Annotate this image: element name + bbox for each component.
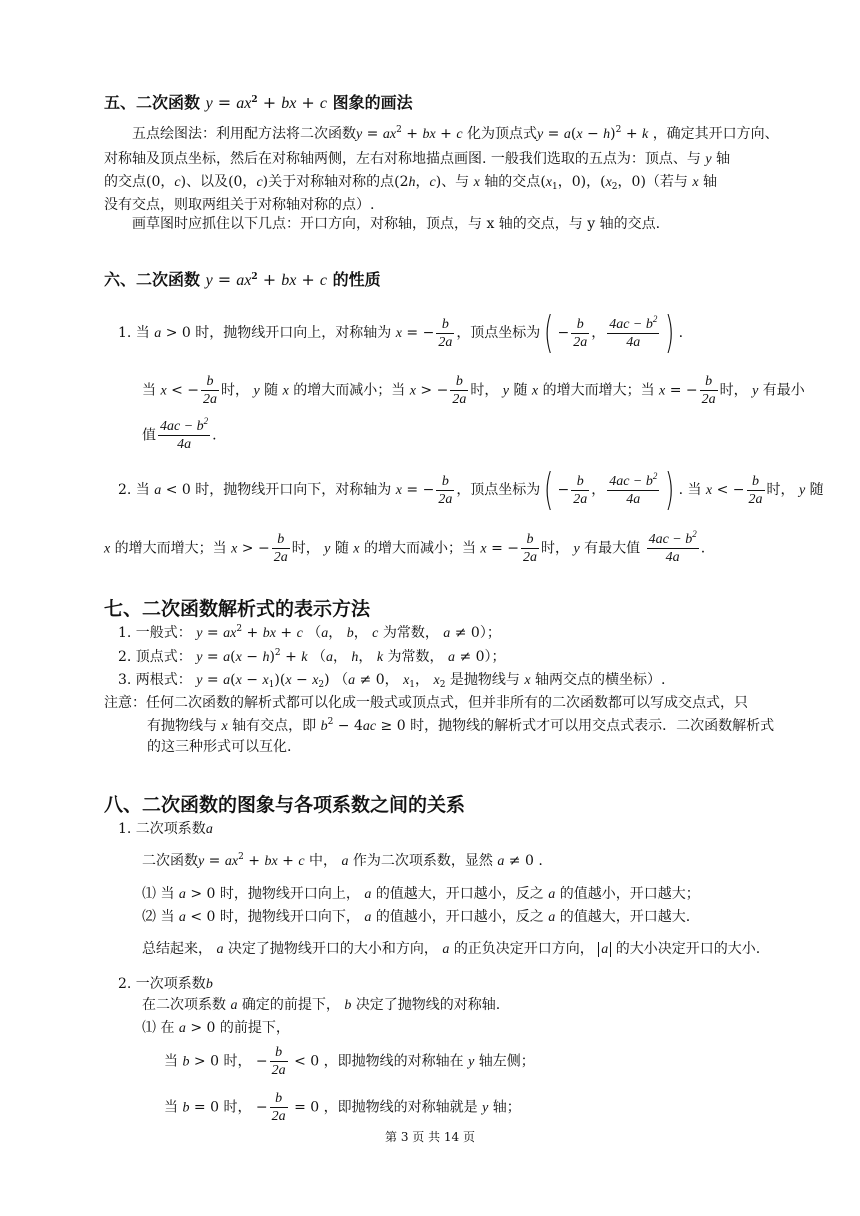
section-5-para-line: 的交点(0，c)、以及(0，c)关于对称轴对称的点(2h，c)、与 x 轴的交点($x_1$，0)，($x_2$，0)（若与 x 轴 (104, 174, 718, 192)
section-8-para-line: 在二次项系数 a 确定的前提下， b 决定了抛物线的对称轴. (142, 997, 501, 1013)
section-8-item-1: 1. 二次项系数a (118, 821, 213, 837)
section-8-item-2: 2. 一次项系数b (118, 976, 213, 992)
section-7-item-2: 2. 顶点式： $y = a(x - h)^2 + k$ （a， h， k 为常数， a ≠ 0）； (118, 648, 506, 665)
section-7-item-1: 1. 一般式： $y = ax^2$ + bx + c （a， b， c 为常数， a ≠ 0）； (118, 624, 501, 641)
section-8-para-line: 二次函数$y = ax^2$ + bx + c 中， a 作为二次项系数，显然 a ≠ 0 . (142, 852, 543, 869)
section-6-heading: 六、二次函数 $y = ax^2$ + bx + c 的性质 (104, 270, 381, 289)
section-7-note-line: 的这三种形式可以互化. (147, 739, 292, 755)
section-6-item-2: 2. 当 a < 0 时，抛物线开口向下，对称轴为 x = − $\frac{b}{2a}$ ，顶点坐标为( − $\frac{b}{2a}$ ， $\frac{4ac - b^2}{4a}$ ) . 当 x < − $\frac{b}{2a}$ 时， y 随 (118, 464, 824, 515)
section-5-para-line: 没有交点，则取两组关于对称轴对称的点）. (104, 197, 375, 213)
section-6-item-1: 1. 当 a > 0 时，抛物线开口向上，对称轴为 x = − $\frac{b}{2a}$ ，顶点坐标为( − $\frac{b}{2a}$ ， $\frac{4ac - b^2}{4a}$ ) . (118, 307, 684, 358)
section-7-note: 注意：任何二次函数的解析式都可以化成一般式或顶点式，但并非所有的二次函数都可以写成交点式，只 (104, 695, 748, 711)
section-7-heading: 七、二次函数解析式的表示方法 (104, 598, 371, 620)
section-5-para-line: 五点绘图法：利用配方法将二次函数$y = ax^2$ + bx + c 化为顶点式$y = a(x - h)^2 + k$ ，确定其开口方向、 (132, 125, 779, 142)
section-8-case-2: ⑵ 当 a < 0 时，抛物线开口向下， a 的值越小，开口越小，反之 a 的值越大，开口越大. (142, 909, 691, 925)
section-5-para-line: 对称轴及顶点坐标，然后在对称轴两侧，左右对称地描点画图. 一般我们选取的五点为：顶点、与 y 轴 (104, 151, 731, 167)
section-8-subcase: 当 b > 0 时， − $\frac{b}{2a}$ < 0 ，即抛物线的对称轴在 y 轴左侧； (164, 1045, 535, 1078)
section-7-item-3: 3. 两根式： $y = a(x - x_1)(x - x_2)$ （a ≠ 0， $x_1$， $x_2$ 是抛物线与 x 轴两交点的横坐标）. (118, 672, 666, 690)
section-8-heading: 八、二次函数的图象与各项系数之间的关系 (104, 794, 466, 816)
section-6-item-1-line: 当 x < − $\frac{b}{2a}$ 时， y 随 x 的增大而减小；当 x > − $\frac{b}{2a}$ 时， y 随 x 的增大而增大；当 x = − $\frac{b}{2a}$ 时， y 有最小 (142, 374, 805, 407)
section-5-para-line: 画草图时应抓住以下几点：开口方向，对称轴，顶点，与 x 轴的交点，与 y 轴的交点. (132, 216, 661, 232)
section-8-subcase: 当 b = 0 时， − $\frac{b}{2a}$ = 0 ，即抛物线的对称轴就是 y 轴； (164, 1091, 521, 1124)
section-7-note-line: 有抛物线与 x 轴有交点，即 $b^2 - 4ac \ge 0$ 时，抛物线的解析式才可以用交点式表示．二次函数解析式 (147, 717, 775, 734)
page-footer: 第 3 页 共 14 页 (385, 1130, 475, 1144)
section-5-heading: 五、二次函数 $y = ax^2$ + bx + c 图象的画法 (104, 93, 413, 112)
section-6-item-1-line: 值 $\frac{4ac - b^2}{4a}$ . (142, 416, 217, 452)
section-8-summary: 总结起来， a 决定了抛物线开口的大小和方向， a 的正负决定开口方向， a 的大小决定开口的大小. (142, 941, 761, 957)
section-6-item-2-line: x 的增大而增大；当 x > − $\frac{b}{2a}$ 时， y 随 x 的增大而减小；当 x = − $\frac{b}{2a}$ 时， y 有最大值 $\frac{4ac - b^2}{4a}$ . (104, 529, 706, 565)
section-8-case-1: ⑴ 当 a > 0 时，抛物线开口向上， a 的值越大，开口越小，反之 a 的值越小，开口越大； (142, 886, 700, 902)
section-8-case-1: ⑴ 在 a > 0 的前提下， (142, 1020, 290, 1036)
